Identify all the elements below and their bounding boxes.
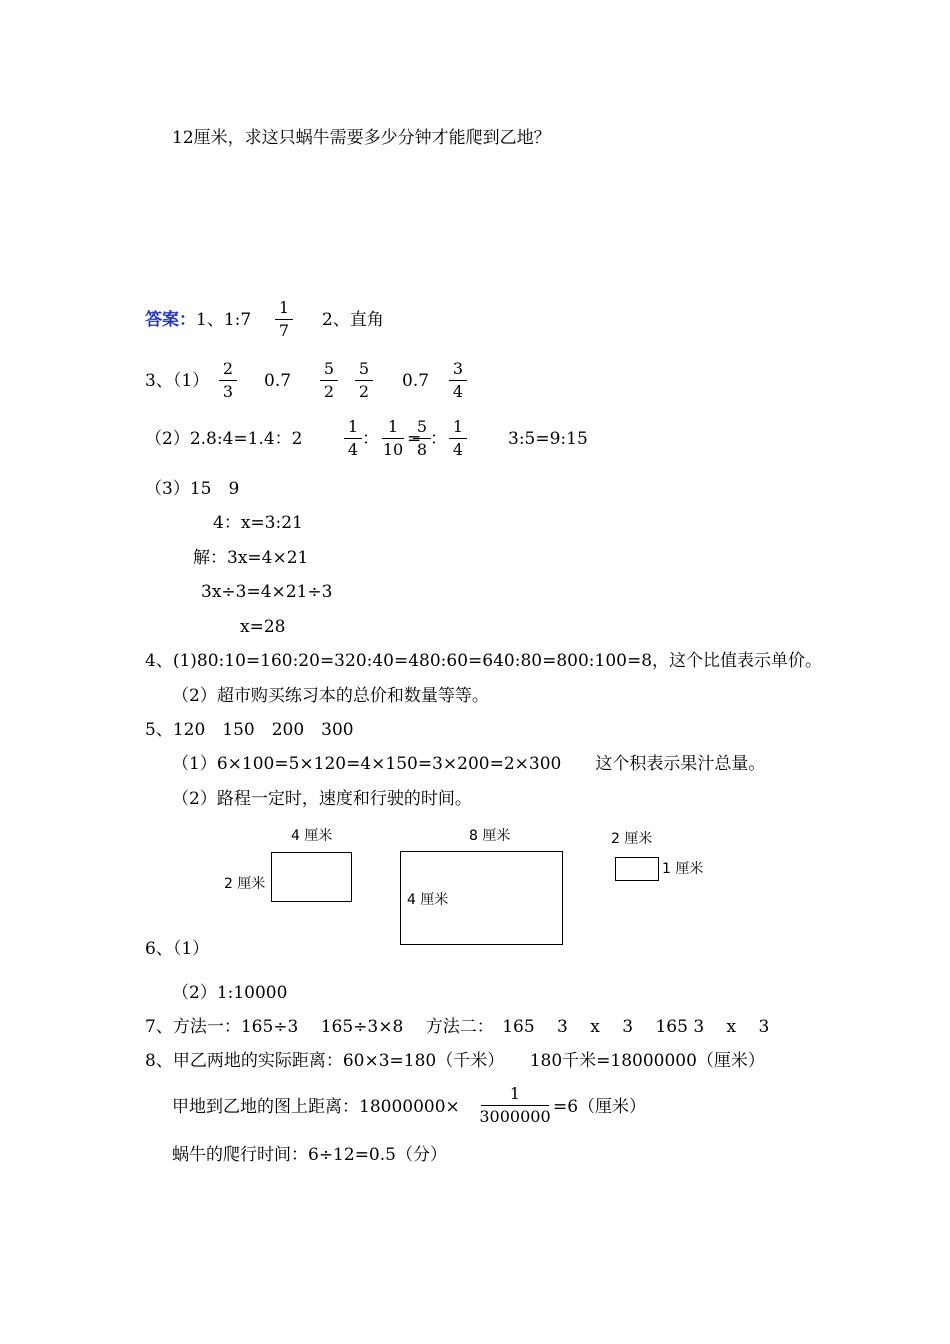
rectangle-3: [615, 857, 659, 881]
answer-5-1: （1）6×100=5×120=4×150=3×200=2×300 这个积表示果汁总量。: [172, 754, 766, 774]
answer-1: 1、1:7: [196, 310, 252, 330]
fraction-a1: [264, 298, 304, 341]
equals: =: [407, 429, 422, 449]
denominator: 4: [452, 440, 464, 459]
numerator: 1: [452, 417, 464, 436]
answer-8-2-prefix: 甲地到乙地的图上距离：18000000×: [172, 1097, 460, 1117]
numerator: 1: [509, 1084, 521, 1103]
numerator: 5: [358, 359, 370, 378]
answer-3-3-line-3: 3x÷3=4×21÷3: [201, 582, 333, 602]
answer-3-3-line-4: x=28: [240, 617, 286, 637]
fraction-3-2-4: [438, 417, 478, 460]
answer-7: 7、方法一：165÷3 165÷3×8 方法二： 165 3 x 3 165 3 x 3: [145, 1017, 770, 1037]
denominator: 4: [452, 382, 464, 401]
answer-2: 2、直角: [322, 310, 384, 330]
colon: ：: [430, 429, 447, 449]
answer-8-2-suffix: =6（厘米）: [553, 1097, 647, 1117]
answer-3-prefix: 3、（1）: [145, 371, 210, 391]
numerator: 3: [452, 359, 464, 378]
denominator: 4: [347, 440, 359, 459]
rect-1-height-label: 2 厘米: [224, 876, 266, 892]
answer-8-3: 蜗牛的爬行时间：6÷12=0.5（分）: [172, 1145, 447, 1165]
answer-4-2: （2）超市购买练习本的总价和数量等等。: [172, 686, 489, 706]
denominator: 3: [222, 382, 234, 401]
numerator: 5: [323, 359, 335, 378]
answer-3-3: （3）15 9: [145, 479, 240, 499]
answer-6-1: 6、（1）: [145, 939, 210, 959]
answer-label: 答案：: [145, 310, 196, 330]
denominator: 10: [382, 440, 404, 459]
fraction-3-2: [309, 359, 349, 402]
fraction-3-3: [344, 359, 384, 402]
rect-2-height-label: 4 厘米: [407, 892, 449, 908]
denominator: 2: [358, 382, 370, 401]
fraction-3-4: [438, 359, 478, 402]
fraction-8: [478, 1084, 552, 1127]
answer-3-value-1: 0.7: [264, 371, 292, 391]
answer-6-2: （2）1:10000: [172, 983, 288, 1003]
answer-3-2: （2）2.8:4=1.4：2: [145, 429, 303, 449]
numerator: 1: [278, 298, 290, 317]
answer-5: 5、120 150 200 300: [145, 720, 354, 740]
numerator: 1: [347, 417, 359, 436]
rect-2-width-label: 8 厘米: [469, 828, 511, 844]
answer-4-1: 4、(1)80:10=160:20=320:40=480:60=640:80=800:100=8，这个比值表示单价。: [145, 651, 823, 671]
answer-3-value-2: 0.7: [402, 371, 430, 391]
fraction-3-1: [208, 359, 248, 402]
colon: ：: [362, 429, 379, 449]
rect-1-width-label: 4 厘米: [291, 828, 333, 844]
denominator: 2: [323, 382, 335, 401]
numerator: 1: [387, 417, 399, 436]
answer-3-2-tail: 3:5=9:15: [508, 429, 588, 449]
answer-line-1: [145, 309, 251, 331]
rect-3-height-label: 1 厘米: [662, 861, 704, 877]
answer-3-3-line-2: 解：3x=4×21: [193, 548, 309, 568]
denominator: 3000000: [479, 1107, 551, 1126]
answer-8-1: 8、甲乙两地的实际距离：60×3=180（千米） 180千米=18000000（厘米）: [145, 1051, 765, 1071]
answer-3-3-line-1: 4：x=3:21: [213, 513, 303, 533]
question-tail: 12厘米，求这只蜗牛需要多少分钟才能爬到乙地？: [172, 128, 551, 148]
rect-3-width-label: 2 厘米: [611, 831, 653, 847]
answer-5-2: （2）路程一定时，速度和行驶的时间。: [172, 789, 472, 809]
numerator: 5: [416, 417, 428, 436]
numerator: 2: [222, 359, 234, 378]
rectangle-1: [271, 852, 352, 902]
denominator: 7: [278, 321, 290, 340]
denominator: 8: [416, 440, 428, 459]
